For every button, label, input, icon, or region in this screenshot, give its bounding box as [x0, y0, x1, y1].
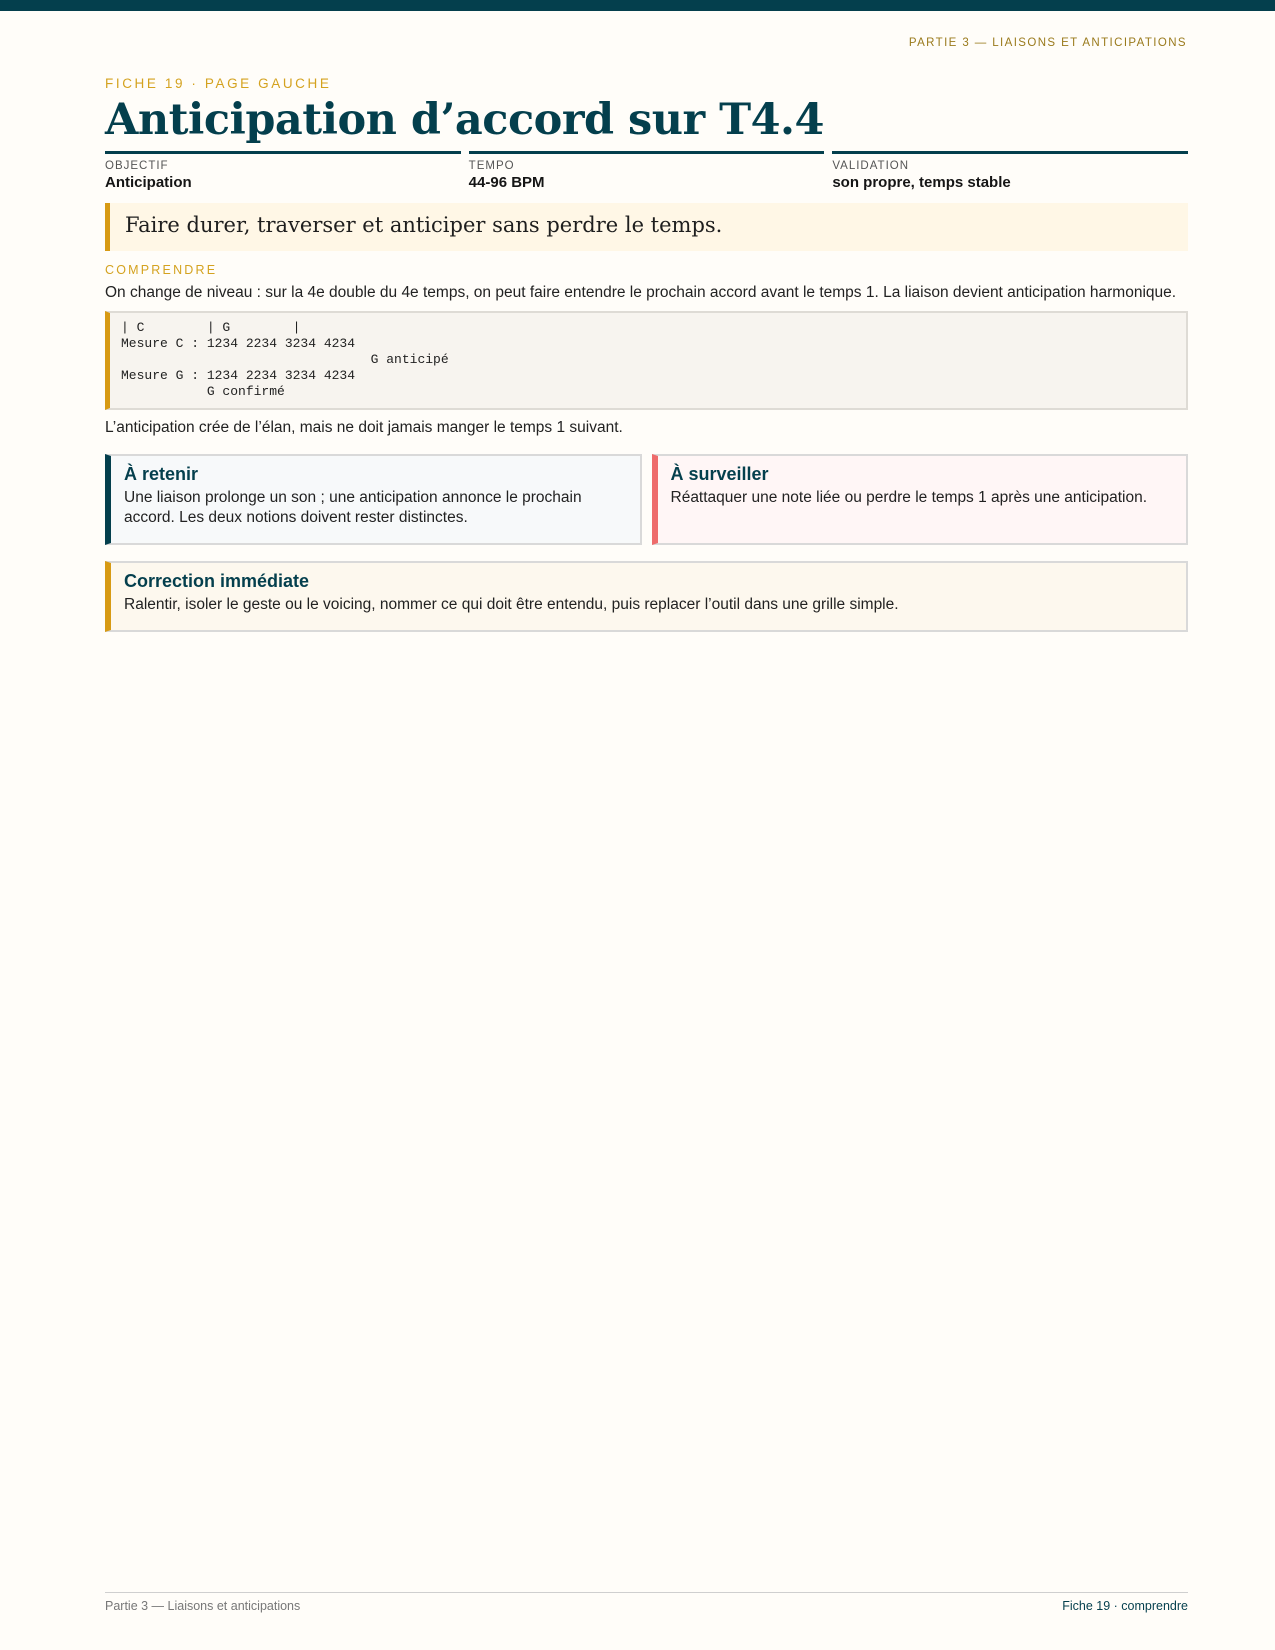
callout-text: Ralentir, isoler le geste ou le voicing, nommer ce qui doit être entendu, puis replacer l’outil dans une grille simple. — [124, 596, 899, 614]
rhythm-code-block: | C | G | Mesure C : 1234 2234 3234 4234 G anticipé Mesure G : 1234 2234 3234 4234 G confirmé — [105, 311, 1188, 410]
motto-banner: Faire durer, traverser et anticiper sans perdre le temps. — [105, 203, 1188, 251]
callout-title: À retenir — [124, 464, 199, 485]
footer-page-ref: Fiche 19 · comprendre — [1062, 1599, 1188, 1613]
meta-label: VALIDATION — [832, 160, 910, 173]
intro-paragraph: On change de niveau : sur la 4e double du 4e temps, on peut faire entendre le prochain accord avant le temps 1. La liaison devient anticipation harmonique. — [105, 284, 1177, 302]
correction-callout — [105, 561, 1188, 632]
meta-label: TEMPO — [468, 160, 515, 173]
page-title: Anticipation d’accord sur T4.4 — [105, 95, 824, 145]
running-head: PARTIE 3 — LIAISONS ET ANTICIPATIONS — [908, 37, 1187, 49]
page-content — [105, 76, 1188, 632]
callout-title: À surveiller — [670, 464, 769, 485]
meta-row — [105, 151, 1188, 191]
meta-objective — [105, 151, 461, 191]
callout-text: Réattaquer une note liée ou perdre le temps 1 après une anticipation. — [670, 489, 1148, 507]
meta-tempo — [469, 151, 825, 191]
anticipation-note: L’anticipation crée de l’élan, mais ne doit jamais manger le temps 1 suivant. — [105, 419, 623, 437]
page-footer — [105, 1592, 1188, 1613]
meta-label: OBJECTIF — [105, 160, 169, 173]
remember-callout — [105, 454, 642, 545]
meta-value: Anticipation — [105, 174, 192, 192]
callout-row — [105, 454, 1188, 545]
callout-title: Correction immédiate — [124, 571, 310, 592]
watch-out-callout — [652, 454, 1189, 545]
meta-value: 44-96 BPM — [468, 174, 545, 192]
meta-value: son propre, temps stable — [832, 174, 1011, 192]
section-title: COMPRENDRE — [105, 263, 218, 278]
page-kicker: FICHE 19 · PAGE GAUCHE — [105, 76, 332, 91]
top-color-bar — [0, 0, 1275, 11]
meta-validation — [832, 151, 1188, 191]
callout-text: Une liaison prolonge un son ; une anticipation annonce le prochain accord. Les deux notions doivent rester distinctes. — [124, 489, 582, 527]
footer-section: Partie 3 — Liaisons et anticipations — [105, 1599, 301, 1613]
